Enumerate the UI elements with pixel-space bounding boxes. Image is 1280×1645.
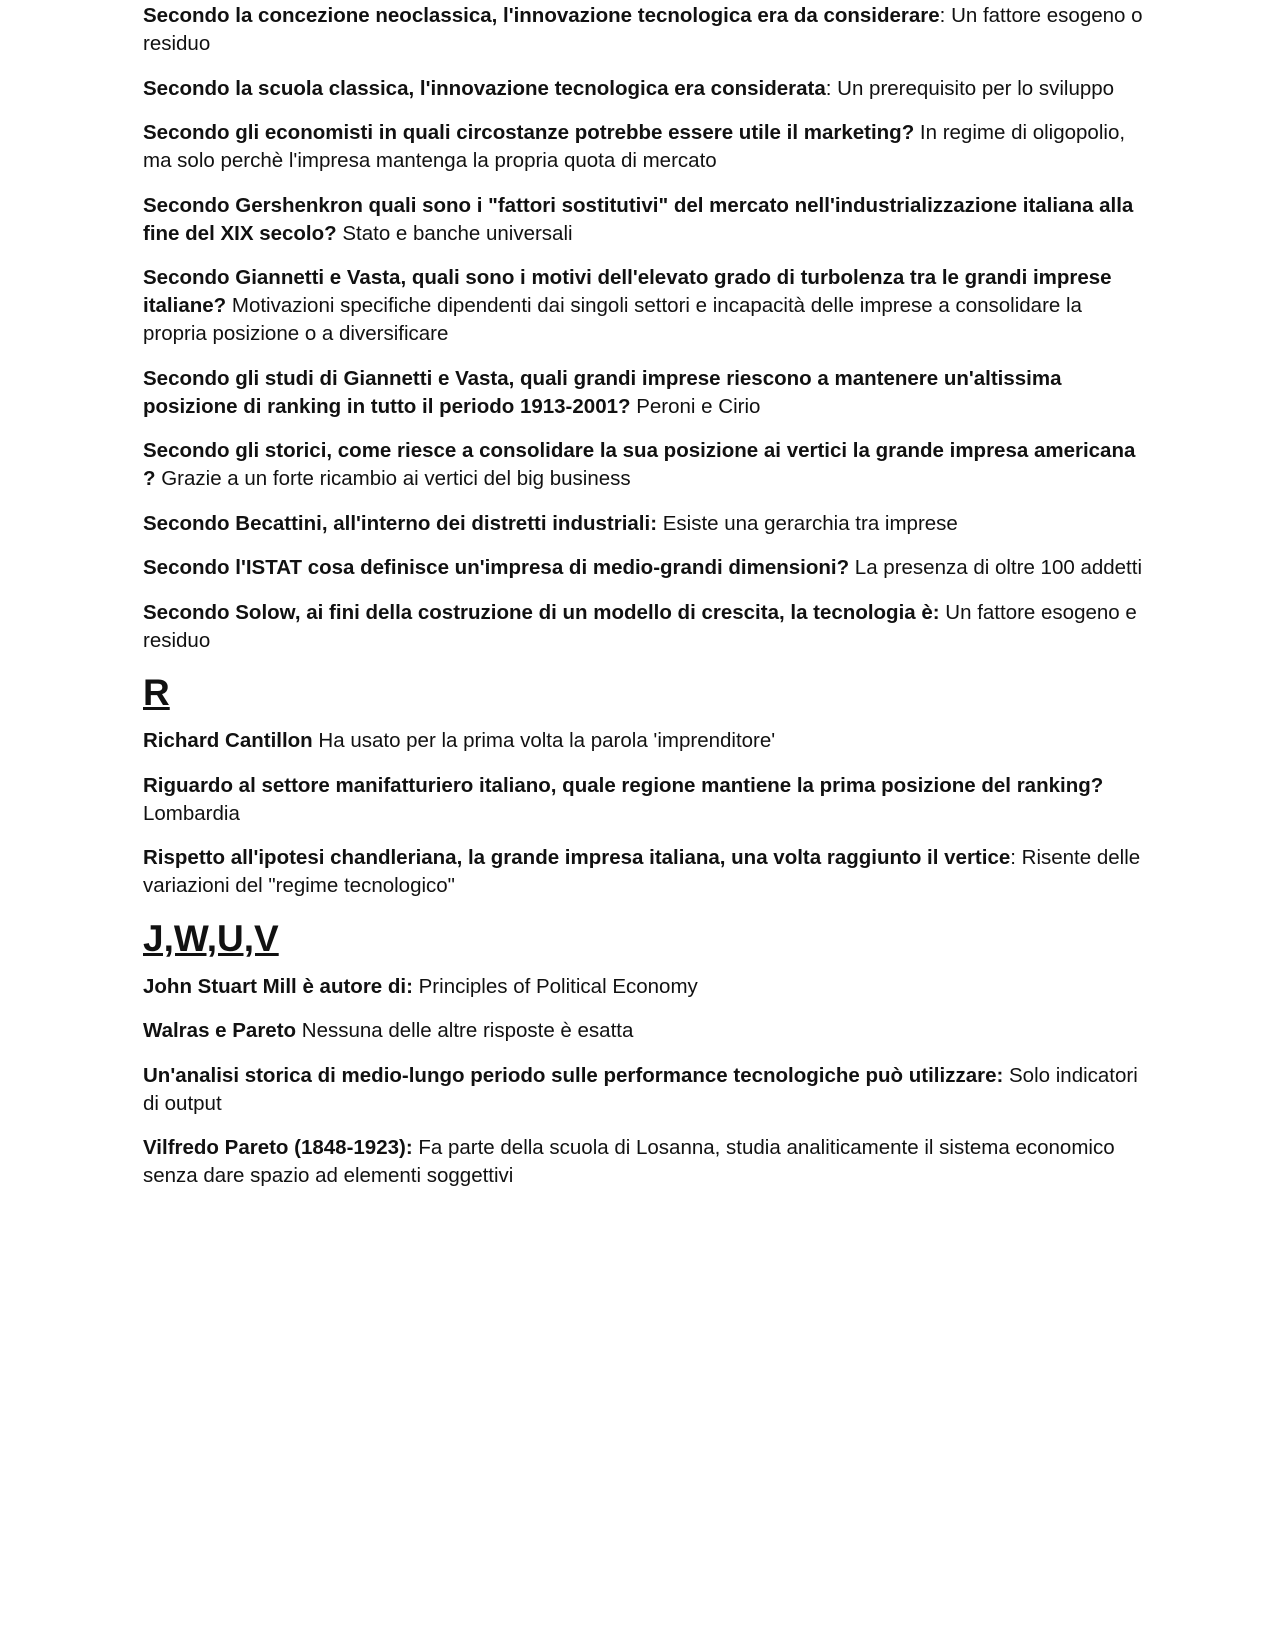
answer: In regime di oligopolio, ma solo perchè l'impresa mantenga la propria quota di mercato — [143, 121, 1126, 172]
question: Walras e Pareto — [143, 1019, 297, 1042]
question: Secondo la concezione neoclassica, l'innovazione tecnologica era da considerare — [143, 4, 940, 27]
answer: : Risente delle variazioni del "regime tecnologico" — [143, 846, 1141, 897]
question: Secondo Giannetti e Vasta, quali sono i motivi dell'elevato grado di turbolenza tra le grandi imprese italiane? — [143, 266, 1112, 317]
answer: Grazie a un forte ricambio ai vertici del big business — [155, 467, 631, 490]
qa-entry — [143, 1134, 1144, 1190]
qa-entry — [143, 844, 1144, 900]
question: Secondo l'ISTAT cosa definisce un'impresa di medio-grandi dimensioni? — [143, 556, 850, 579]
qa-entry — [143, 365, 1144, 421]
qa-entry — [143, 973, 1144, 1001]
section-heading-r: R — [143, 672, 170, 713]
qa-entry — [143, 75, 1144, 103]
answer: : Un fattore esogeno o residuo — [143, 4, 1143, 55]
qa-entry — [143, 2, 1144, 58]
answer: Nessuna delle altre risposte è esatta — [296, 1019, 634, 1042]
answer: Solo indicatori di output — [143, 1063, 1138, 1115]
answer: Stato e banche universali — [336, 221, 573, 245]
question: Riguardo al settore manifatturiero italiano, quale regione mantiene la prima posizione del ranking? — [143, 773, 1104, 797]
question: Secondo Solow, ai fini della costruzione di un modello di crescita, la tecnologia è: — [143, 600, 940, 624]
question: Secondo Gershenkron quali sono i "fattori sostitutivi" del mercato nell'industrializzazione italiana alla fine del XIX secolo? — [143, 193, 1134, 245]
qa-entry — [143, 437, 1144, 493]
section-heading-jwuv: J,W,U,V — [143, 917, 279, 959]
answer: : Un prerequisito per lo sviluppo — [825, 76, 1115, 100]
question: Secondo gli storici, come riesce a consolidare la sua posizione ai vertici la grande impresa americana ? — [143, 439, 1136, 490]
qa-entry — [143, 727, 1144, 755]
qa-entry — [143, 599, 1144, 655]
qa-entry — [143, 510, 1144, 538]
answer: Ha usato per la prima volta la parola 'imprenditore' — [312, 729, 776, 752]
question: Vilfredo Pareto (1848-1923): — [143, 1136, 413, 1159]
question: Un'analisi storica di medio-lungo periodo sulle performance tecnologiche può utilizzare: — [143, 1063, 1004, 1087]
question: Rispetto all'ipotesi chandleriana, la grande impresa italiana, una volta raggiunto il vertice — [143, 846, 1011, 869]
question: Secondo gli studi di Giannetti e Vasta, quali grandi imprese riescono a mantenere un'altissima posizione di ranking in tutto il periodo 1913-2001? — [143, 366, 1062, 418]
question: John Stuart Mill è autore di: — [143, 974, 413, 998]
qa-entry — [143, 554, 1144, 582]
qa-entry — [143, 1017, 1144, 1045]
qa-entry — [143, 772, 1144, 828]
qa-entry — [143, 1062, 1144, 1118]
answer: Un fattore esogeno e residuo — [143, 600, 1137, 652]
answer: Principles of Political Economy — [412, 974, 698, 998]
qa-entry — [143, 264, 1144, 348]
question: Richard Cantillon — [143, 729, 313, 752]
document-page — [0, 2, 1280, 1645]
answer: Fa parte della scuola di Losanna, studia analiticamente il sistema economico senza dare spazio ad elementi soggettivi — [143, 1136, 1115, 1187]
question: Secondo la scuola classica, l'innovazione tecnologica era considerata — [143, 76, 826, 100]
answer: Motivazioni specifiche dipendenti dai singoli settori e incapacità delle imprese a consolidare la propria posizione o a diversificare — [143, 294, 1082, 345]
answer: Lombardia — [143, 801, 240, 825]
question: Secondo gli economisti in quali circostanze potrebbe essere utile il marketing? — [143, 121, 915, 144]
answer: La presenza di oltre 100 addetti — [849, 556, 1143, 579]
answer: Peroni e Cirio — [630, 394, 761, 418]
question: Secondo Becattini, all'interno dei distretti industriali: — [143, 511, 658, 535]
answer: Esiste una gerarchia tra imprese — [657, 511, 958, 535]
qa-entry — [143, 119, 1144, 175]
qa-entry — [143, 192, 1144, 248]
